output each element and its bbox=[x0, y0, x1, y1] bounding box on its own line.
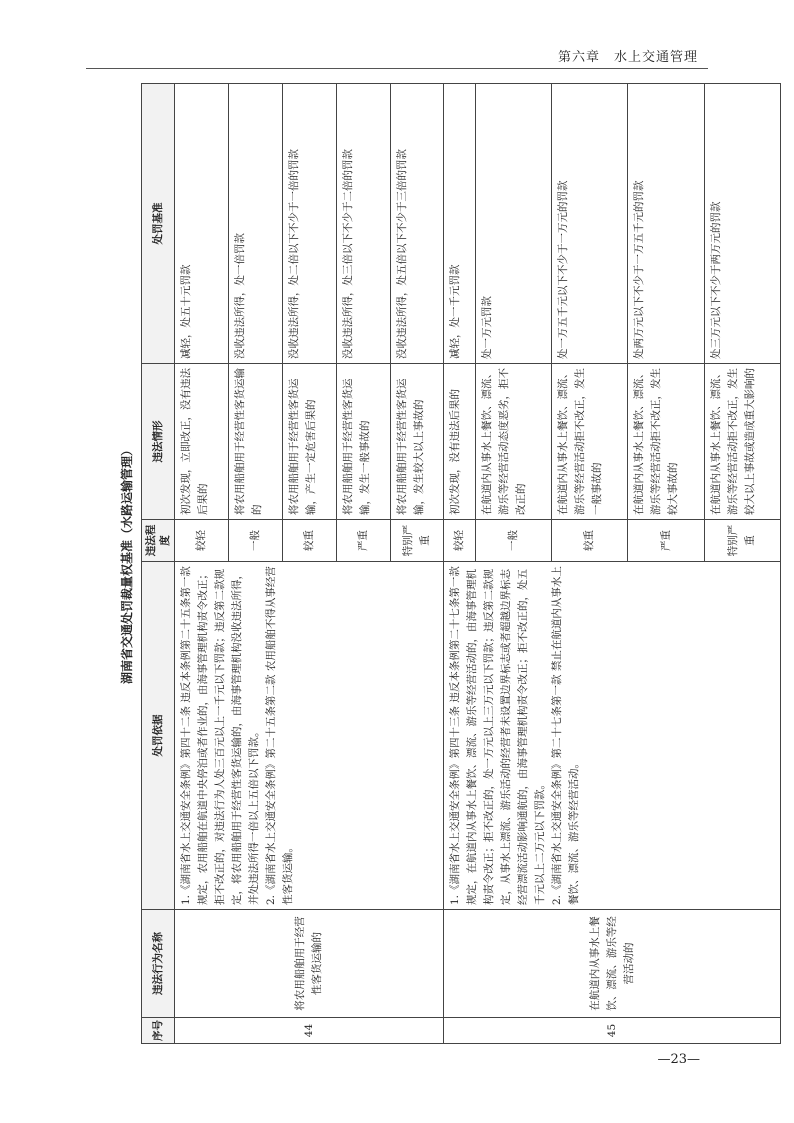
row-44-basis bbox=[175, 562, 444, 910]
row-44-standard-4: 没收违法所得，处三倍以下不少于二倍的罚款 bbox=[336, 84, 390, 364]
row-45-circumstance-5: 在航道内从事水上餐饮、漂流、游乐等经营活动拒不改正，发生较大以上事故或造成重大影响的 bbox=[704, 364, 780, 520]
row-44-circumstance-5: 将农用船舶用于经营性客货运输，发生较大以上事故的 bbox=[390, 364, 444, 520]
row-44-standard-3: 没收违法所得，处二倍以下不少于一倍的罚款 bbox=[282, 84, 336, 364]
penalty-table bbox=[141, 83, 781, 1044]
row-44-name: 将农用船舶用于经营性客货运输的 bbox=[175, 910, 444, 1018]
row-44-circumstance-4: 将农用船舶用于经营性客货运输，发生一般事故的 bbox=[336, 364, 390, 520]
row-44-circumstance-1: 初次发现，立即改正，没有违法后果的 bbox=[175, 364, 229, 520]
table-title: 湖南省交通处罚裁量权基准（水路运输管理） bbox=[120, 444, 134, 685]
row-45-standard-5: 处三万元以下不少于两万元的罚款 bbox=[704, 84, 780, 364]
col-header-name: 违法行为名称 bbox=[142, 910, 175, 1018]
header-rule bbox=[86, 68, 708, 69]
row-44-standard-5: 没收违法所得，处五倍以下不少于三倍的罚款 bbox=[390, 84, 444, 364]
row-44-seq: 44 bbox=[175, 1018, 444, 1044]
table-row bbox=[175, 84, 229, 1044]
row-44-degree-4: 严重 bbox=[336, 520, 390, 562]
row-44-standard-1: 减轻，处五十元罚款 bbox=[175, 84, 229, 364]
row-45-basis-2: 2.《湖南省水上交通安全条例》第二十七条第一款 禁止在航道内从事水上餐饮、漂流、游乐等经营活动。 bbox=[551, 566, 581, 905]
row-45-degree-1: 较轻 bbox=[444, 520, 476, 562]
row-45-circumstance-4: 在航道内从事水上餐饮、漂流、游乐等经营活动拒不改正，发生较大事故的 bbox=[628, 364, 704, 520]
row-45-standard-1: 减轻，处一千元罚款 bbox=[444, 84, 476, 364]
col-header-seq: 序号 bbox=[142, 1018, 175, 1044]
page-header-title: 第六章 水上交通管理 bbox=[557, 50, 698, 65]
col-header-basis: 处罚依据 bbox=[142, 562, 175, 910]
row-44-degree-5: 特别严重 bbox=[390, 520, 444, 562]
row-44-degree-2: 一般 bbox=[228, 520, 282, 562]
row-45-name: 在航道内从事水上餐饮、漂流、游乐等经营活动的 bbox=[444, 910, 781, 1018]
row-44-degree-1: 较轻 bbox=[175, 520, 229, 562]
row-45-degree-3: 较重 bbox=[552, 520, 628, 562]
table-header-row bbox=[142, 84, 175, 1044]
row-45-standard-4: 处两万元以下不少于一万五千元的罚款 bbox=[628, 84, 704, 364]
row-45-circumstance-3: 在航道内从事水上餐饮、漂流、游乐等经营活动拒不改正，发生一般事故的 bbox=[552, 364, 628, 520]
row-44-basis-1: 1.《湖南省水上交通安全条例》第四十二条 违反本条例第二十五条第一款规定，农用船舶在航道中央停泊或者作业的，由海事管理机构责令改正；拒不改正的，对违法行为人处三百元以上一千元以下罚款；违反第二款规定，将农用船舶用于经营性客货运输的，由海事管理机构没收违法所得，并处违法所得一倍以上五倍以下罚款。 bbox=[180, 566, 260, 905]
table-row bbox=[444, 84, 476, 1044]
row-44-degree-3: 较重 bbox=[282, 520, 336, 562]
row-44-standard-2: 没收违法所得，处一倍罚款 bbox=[228, 84, 282, 364]
row-45-degree-5: 特别严重 bbox=[704, 520, 780, 562]
page-number: —23— bbox=[657, 1052, 700, 1067]
row-45-degree-4: 严重 bbox=[628, 520, 704, 562]
row-44-circumstance-2: 将农用船舶用于经营性客货运输的 bbox=[228, 364, 282, 520]
row-45-basis-1: 1.《湖南省水上交通安全条例》第四十三条 违反本条例第二十七条第一款规定，在航道内从事水上餐饮、漂流、游乐等经营活动的，由海事管理机构责令改正；拒不改正的，处一万元以上三万元以下罚款；违反第二款规定，从事水上漂流、游乐活动的经营者未设置边界标志或者超越边界标志经营漂流活动影响通航的，由海事管理机构责令改正；拒不改正的，处五千元以上二万元以下罚款。 bbox=[449, 566, 547, 905]
row-44-basis-2: 2.《湖南省水上交通安全条例》第二十五条第二款 农用船舶不得从事经营性客货运输。 bbox=[265, 566, 294, 905]
row-45-circumstance-1: 初次发现，没有违法后果的 bbox=[444, 364, 476, 520]
row-45-basis bbox=[444, 562, 781, 910]
col-header-circumstance: 违法情形 bbox=[142, 364, 175, 520]
row-45-circumstance-2: 在航道内从事水上餐饮、漂流、游乐等经营活动态度恶劣，拒不改正的 bbox=[476, 364, 552, 520]
row-44-circumstance-3: 将农用船舶用于经营性客货运输，产生一定危害后果的 bbox=[282, 364, 336, 520]
col-header-standard: 处罚基准 bbox=[142, 84, 175, 364]
rotated-table-container bbox=[115, 84, 781, 1044]
col-header-degree: 违法程度 bbox=[142, 520, 175, 562]
row-45-standard-3: 处一万五千元以下不少于一万元的罚款 bbox=[552, 84, 628, 364]
row-45-seq: 45 bbox=[444, 1018, 781, 1044]
row-45-standard-2: 处一万元罚款 bbox=[476, 84, 552, 364]
row-45-degree-2: 一般 bbox=[476, 520, 552, 562]
